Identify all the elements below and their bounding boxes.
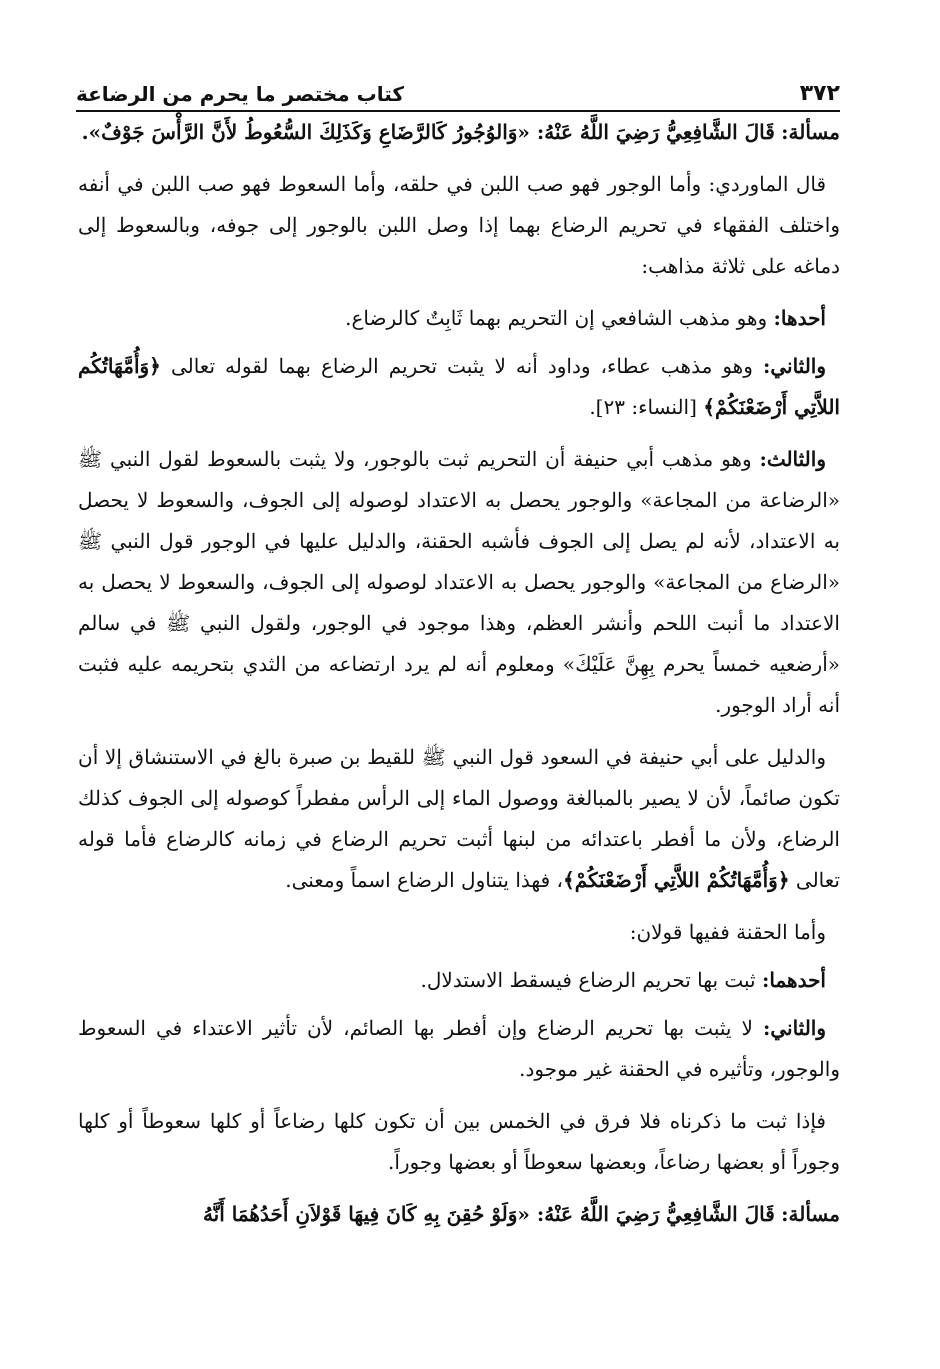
paragraph-text: والدليل على أبي حنيفة في السعود قول النبي ﷺ للقيط بن صبرة بالغ في الاستنشاق إلا أن تكون صائماً، لأن لا يصير بالمبالغة ووصول الماء إلى الرأس مفطراً كوصوله إلى الجوف كذلك الرضاع، ولأن ما أفطر باعتدائه من لبنها أثبت تحريم الرضاع في زمانه كالرضاع فأما قوله تعالى bbox=[78, 745, 840, 892]
paragraph-text: وهو مذهب أبي حنيفة أن التحريم ثبت بالوجور، ولا يثبت بالسعوط لقول النبي ﷺ «الرضاعة من المجاعة» والوجور يحصل به الاعتداد لوصوله إلى الجوف، والسعوط لا يحصل به الاعتداد، لأنه لم يصل إلى الجوف فأشبه الحقنة، والدليل عليها في الوجور قول النبي ﷺ «الرضاع من المجاعة» والوجور يحصل به الاعتداد لوصوله إلى الجوف، والسعوط لا يحصل به الاعتداد ما أنبت اللحم وأنشر العظم، وهذا موجود في الوجور، ولقول النبي ﷺ في سالم «أرضعيه خمساً يحرم بِهِنَّ عَلَيْكَ» ومعلوم أنه لم يرد ارتضاعه من الثدي بتحريمه عليه فثبت أنه أراد الوجور. bbox=[78, 447, 840, 717]
paragraph bbox=[78, 112, 840, 153]
issue-label: مسألة: bbox=[781, 1202, 840, 1226]
shafii-quote: قَالَ الشَّافِعِيُّ رَضِيَ اللَّهُ عَنْهُ: «وَالوُجُورُ كَالرَّضَاعِ وَكَذَلِكَ السُّعُوطُ لأَنَّ الرَّأْسَ جَوْفٌ». bbox=[81, 120, 775, 144]
paragraph bbox=[78, 960, 840, 1001]
paragraph-text: ثبت بها تحريم الرضاع فيسقط الاستدلال. bbox=[420, 968, 756, 992]
paragraph-text: لا يثبت بها تحريم الرضاع وإن أفطر بها الصائم، لأن تأثير الاعتداء في السعوط والوجور، وتأثيره في الحقنة غير موجود. bbox=[78, 1016, 840, 1081]
shafii-quote: قَالَ الشَّافِعِيُّ رَضِيَ اللَّهُ عَنْهُ: «وَلَوْ حُقِنَ بِهِ كَانَ فِيهَا قَوْلاَنِ أَحَدُهُمَا أَنَّهُ bbox=[202, 1202, 775, 1226]
paragraph-lead: أحدها: bbox=[773, 306, 826, 330]
paragraph-text: وهو مذهب الشافعي إن التحريم بهما ثَابِتٌ كالرضاع. bbox=[345, 306, 768, 330]
running-title: كتاب مختصر ما يحرم من الرضاعة bbox=[76, 82, 405, 106]
paragraph-lead: والثالث: bbox=[759, 447, 826, 471]
paragraph bbox=[78, 1101, 840, 1183]
paragraph-text: فإذا ثبت ما ذكرناه فلا فرق في الخمس بين أن تكون كلها رضاعاً أو كلها سعوطاً أو كلها وجوراً أو بعضها رضاعاً، وبعضها سعوطاً أو بعضها وجوراً. bbox=[78, 1109, 840, 1174]
paragraph-text: وهو مذهب عطاء، وداود أنه لا يثبت تحريم الرضاع بهما لقوله تعالى bbox=[160, 354, 753, 378]
page-body bbox=[78, 112, 840, 1246]
verse-reference: [النساء: ٢٣]. bbox=[589, 395, 704, 419]
paragraph-text: قال الماوردي: وأما الوجور فهو صب اللبن في حلقه، وأما السعوط فهو صب اللبن في أنفه واختلف الفقهاء في تحريم الرضاع بهما إذا وصل اللبن بالوجور إلى جوفه، وبالسعوط إلى دماغه على ثلاثة مذاهب: bbox=[78, 172, 840, 278]
paragraph bbox=[78, 1008, 840, 1090]
running-header bbox=[76, 72, 840, 106]
paragraph bbox=[78, 737, 840, 901]
paragraph-lead: أحدهما: bbox=[761, 968, 826, 992]
paragraph-lead: والثاني: bbox=[762, 354, 827, 378]
paragraph-text: وأما الحقنة ففيها قولان: bbox=[629, 920, 826, 944]
paragraph bbox=[78, 298, 840, 339]
paragraph-text: ، فهذا يتناول الرضاع اسماً ومعنى. bbox=[285, 868, 563, 892]
quran-verse: ﴿وَأُمَّهَاتُكُمْ اللاَّتِي أَرْضَعْنَكُمْ﴾ bbox=[562, 868, 790, 892]
issue-label: مسألة: bbox=[781, 120, 840, 144]
paragraph bbox=[78, 439, 840, 726]
paragraph bbox=[78, 912, 840, 953]
quran-verse: ﴿وَأُمَّهَاتُكُم اللاَّتِي أَرْضَعْنَكُمْ﴾ bbox=[78, 354, 840, 419]
paragraph bbox=[78, 346, 840, 428]
paragraph bbox=[78, 164, 840, 287]
paragraph bbox=[78, 1194, 840, 1235]
paragraph-lead: والثاني: bbox=[762, 1016, 827, 1040]
page-number: ٣٧٢ bbox=[799, 81, 840, 106]
